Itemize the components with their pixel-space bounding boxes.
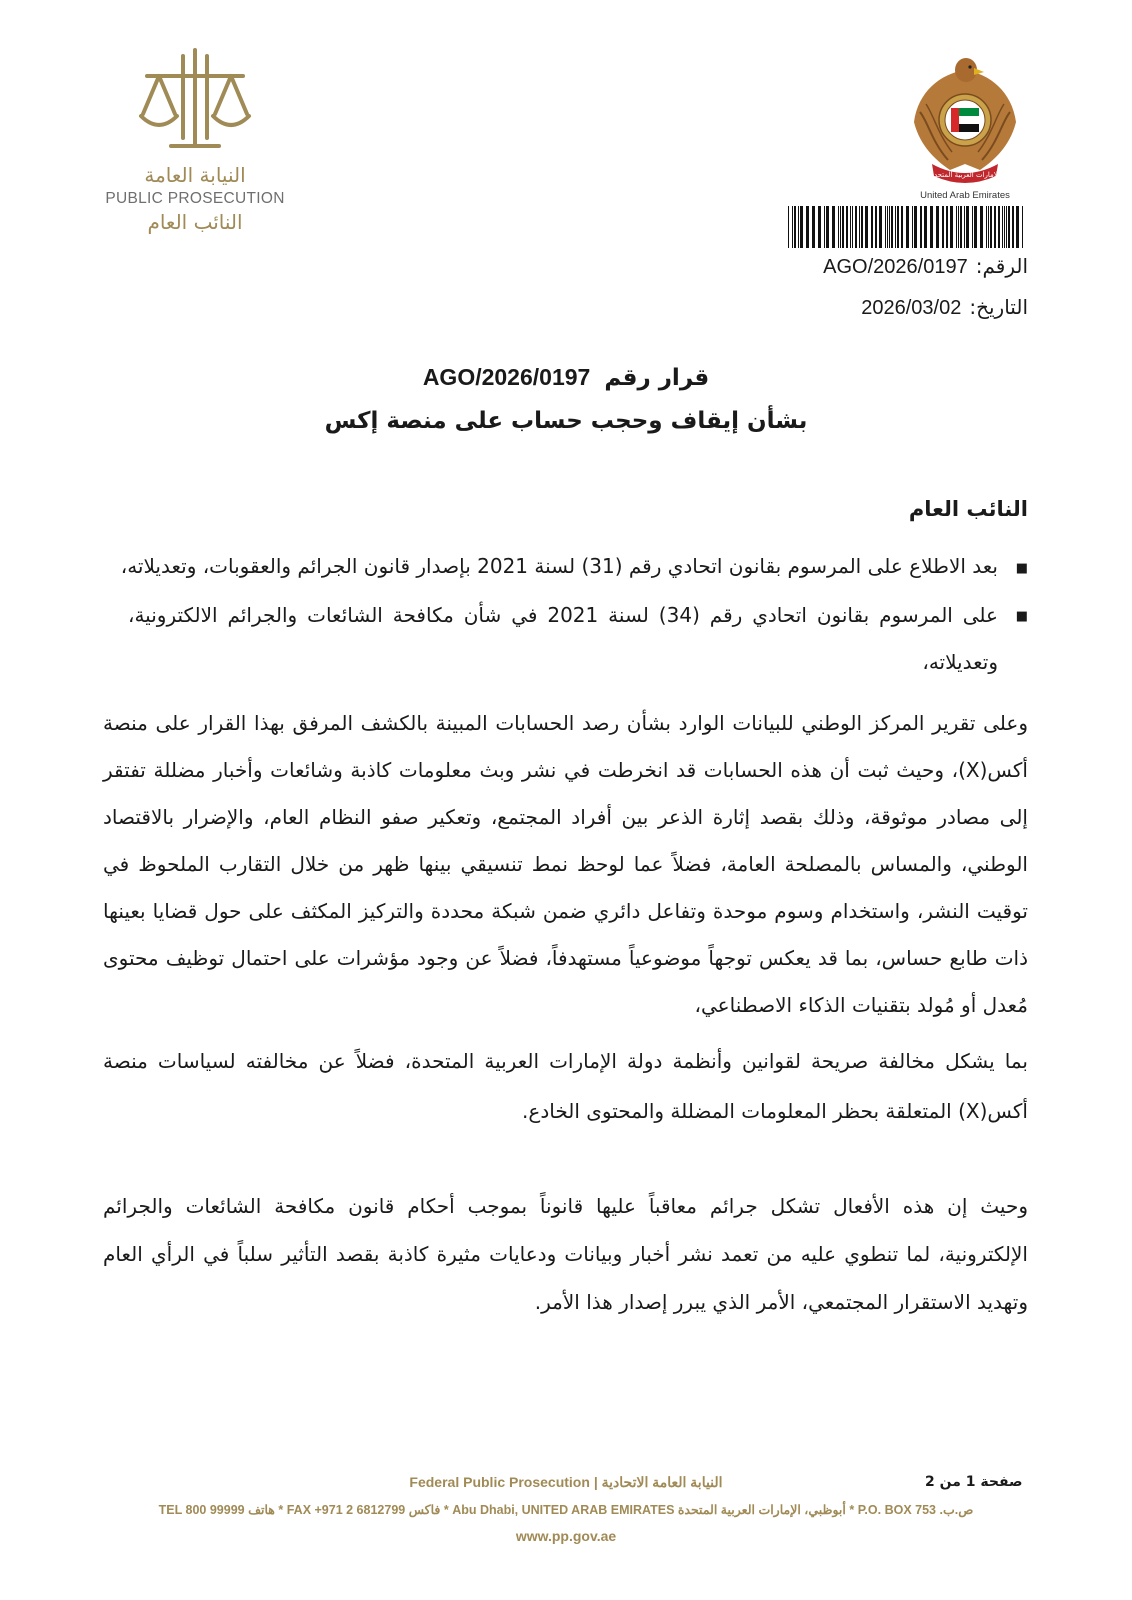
logo-arabic-subtitle: النائب العام xyxy=(147,210,243,234)
addressee: النائب العام xyxy=(908,497,1028,521)
bullet-item-2: على المرسوم بقانون اتحادي رقم (34) لسنة 2021 في شأن مكافحة الشائعات والجرائم الالكترونية، وتعديلاته، xyxy=(128,603,998,674)
decision-number: AGO/2026/0197 xyxy=(422,364,591,390)
svg-text:الإمارات العربية المتحدة: الإمارات العربية المتحدة xyxy=(930,171,1000,179)
footer-organization: Federal Public Prosecution | النيابة العامة الاتحادية xyxy=(409,1474,723,1490)
logo-english-name: PUBLIC PROSECUTION xyxy=(105,190,285,207)
document-date-value: 2026/03/02 xyxy=(861,297,962,319)
public-prosecution-logo xyxy=(100,48,290,238)
paragraph-report: وعلى تقرير المركز الوطني للبيانات الوارد بشأن رصد الحسابات المبينة بالكشف المرفق بهذا القرار على منصة أكس(X)، وحيث ثبت أن هذه الحسابات قد انخرطت في نشر وبث معلومات كاذبة وشائعات وأخبار مضللة تفتقر إلى مصادر موثوقة، وذلك بقصد إثارة الذعر بين أفراد المجتمع، وتعكير صفو النظام العام، والإضرار بالاقتصاد الوطني، والمساس بالمصلحة العامة، فضلاً عما لوحظ نمط تنسيقي بينها ظهر من خلال التقارب الملحوظ في توقيت النشر، واستخدام وسوم موحدة وتفاعل دائري ضمن شبكة محددة والتركيز المكثف على حول قضايا بعينها ذات طابع حساس، بما قد يعكس توجهاً موضوعياً مستهدفاً، فضلاً عن وجود مؤشرات على احتمال توظيف محتوى مُعدل أو مُولد بتقنيات الذكاء الاصطناعي، xyxy=(103,711,1028,1017)
barcode xyxy=(788,206,1028,248)
uae-emblem xyxy=(910,52,1020,202)
reference-number-label: الرقم: xyxy=(975,254,1028,278)
bullet-icon: ■ xyxy=(1015,561,1028,576)
footer-org-en: Federal Public Prosecution xyxy=(409,1474,590,1490)
paragraph-violation: بما يشكل مخالفة صريحة لقوانين وأنظمة دولة الإمارات العربية المتحدة، فضلاً عن مخالفته لسياسات منصة أكس(X) المتعلقة بحظر المعلومات المضللة والمحتوى الخادع. xyxy=(103,1049,1028,1123)
emblem-caption: United Arab Emirates xyxy=(920,190,1010,201)
bullet-item-1: بعد الاطلاع على المرسوم بقانون اتحادي رقم (31) لسنة 2021 بإصدار قانون الجرائم والعقوبات، وتعديلاته، xyxy=(120,554,998,578)
reference-number-value: AGO/2026/0197 xyxy=(823,256,968,278)
document-date-label: التاريخ: xyxy=(969,295,1028,319)
decision-title xyxy=(0,364,1132,391)
footer-org-ar: النيابة العامة الاتحادية xyxy=(601,1474,723,1490)
scales-of-justice-icon xyxy=(135,48,255,158)
document-date xyxy=(861,295,1028,320)
paragraph-legal-basis: وحيث إن هذه الأفعال تشكل جرائم معاقباً عليها قانوناً بموجب أحكام قانون مكافحة الشائعات والجرائم الإلكترونية، لما تنطوي عليه من تعمد نشر أخبار وبيانات ودعايات مثيرة كاذبة بقصد التأثير سلباً في الرأي العام وتهديد الاستقرار المجتمعي، الأمر الذي يبرر إصدار هذا الأمر. xyxy=(103,1194,1028,1314)
footer-website[interactable]: www.pp.gov.ae xyxy=(515,1528,617,1544)
decision-subject: بشأن إيقاف وحجب حساب على منصة إكس xyxy=(324,408,808,434)
decision-title-label: قرار رقم xyxy=(604,365,710,391)
uae-eagle-emblem-icon xyxy=(910,52,1020,187)
logo-arabic-name: النيابة العامة xyxy=(144,163,246,187)
page-number: صفحة 1 من 2 xyxy=(925,1474,1023,1490)
reference-number xyxy=(823,254,1028,279)
footer-contact: ص.ب. 753 P.O. BOX * أبوظبي، الإمارات العربية المتحدة Abu Dhabi, UNITED ARAB EMIRATES * فاكس FAX +971 2 6812799 * هاتف TEL 800 99999 xyxy=(158,1503,974,1517)
bullet-icon: ■ xyxy=(1015,609,1028,624)
